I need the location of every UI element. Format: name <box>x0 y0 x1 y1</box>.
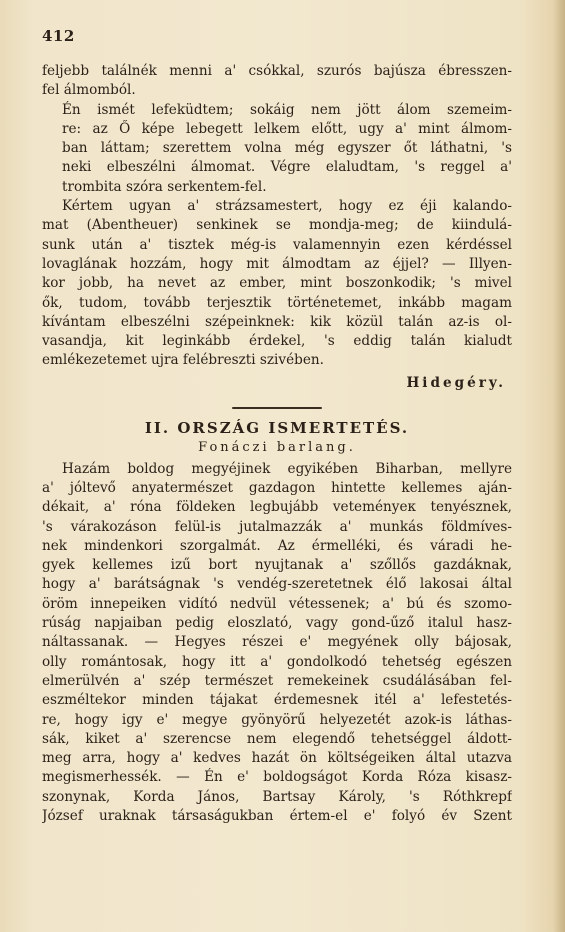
text-line: a' jóltevő anyatermészet gazdagon hintette kellemes aján- <box>42 479 512 496</box>
text-line: dékait, a' róna földeken legbujább veteményeк tenyésznek, <box>42 499 512 516</box>
text-line: eszméltekor minden tájakat érdemesnek itél a' lefestetés- <box>42 692 512 709</box>
text-line: gyek kellemes izű bort nyujtanak a' szőllős gazdáknak, <box>42 557 512 574</box>
text-line: ők, tudom, tovább terjesztik történetemet, inkább magam <box>42 294 512 311</box>
text-line: emlékezetemet ujra felébreszti szivében. <box>42 352 324 369</box>
text-line: József uraknak társaságukban értem-el e' folyó év Szent <box>42 807 512 824</box>
section-title: II. ORSZÁG ISMERTETÉS. <box>144 419 410 438</box>
text-line: trombita szóra serkentem-fel. <box>62 178 267 195</box>
text-line: fel álmomból. <box>42 82 136 99</box>
text-line: náltassanak. — Hegyes részei e' megyének olly bájosak, <box>42 634 512 651</box>
text-line: re: az Ő képe lebegett lelkem előtt, ugy a' mint álmom- <box>62 120 512 137</box>
text-line: ban láttam; szerettem volna még egyszer őt láthatni, 's <box>62 140 512 157</box>
text-line: Kértem ugyan a' strázsamestert, hogy ez éji kalando- <box>62 198 512 215</box>
paragraph-4 <box>42 460 512 827</box>
text-line: Én ismét lefeküdtem; sokáig nem jött álom szemeim- <box>62 101 512 118</box>
paragraph-1 <box>42 62 512 101</box>
text-line: elmerülvén a' szép természet remekeinek csudálásában fel- <box>42 672 512 689</box>
paragraph-2 <box>42 101 512 197</box>
text-line: 's várakozáson felül-is jutalmazzák a' munkás földmíves- <box>42 518 512 535</box>
text-line: meg arra, hogy a' kedves hazát ön költségeiken által utazva <box>42 750 512 767</box>
page-header <box>42 26 512 44</box>
text-line: megismerhessék. — Én e' boldogságot Korda Róza kisasz- <box>42 769 512 786</box>
text-line: öröm innepeiken vidító nedvül vétessenek; a' bú és szomo- <box>42 595 512 612</box>
text-line: re, hogy igy e' megye gyönyörű helyezetét azok-is láthas- <box>42 711 512 728</box>
text-line: kor jobb, ha nevet az ember, mint boszonkodik; 's mivel <box>42 275 512 292</box>
text-line: feljebb találnék menni a' csókkal, szurós bajúsza ébresszen- <box>42 63 512 79</box>
text-line: szonynak, Korda János, Bartsay Károly, 's Róthkrepf <box>42 788 512 805</box>
text-line: nek mindenkori szorgalmát. Az érmelléki, és váradi he- <box>42 537 512 554</box>
text-line: kívántam elbeszélni szépeinknek: kik közül talán az-is ol- <box>42 313 512 330</box>
page-body <box>42 62 512 826</box>
section-subtitle: Fonáczi barlang. <box>198 440 356 456</box>
text-line: neki elbeszélni álmomat. Végre elaludtam, 's reggel a' <box>62 159 512 176</box>
page-edge-shadow <box>553 0 565 932</box>
section-divider <box>232 407 322 409</box>
text-line: mat (Abentheuer) senkinek se mondja-meg; de kiindulá- <box>42 217 512 234</box>
text-line: vasandja, kit leginkább érdekel, 's eddig talán kialudt <box>42 333 512 350</box>
page-number: 412 <box>42 27 75 45</box>
text-line: lovaglának hozzám, hogy mit álmodtam az éjjel? — Illyen- <box>42 255 512 272</box>
author-signature: Hidegéry. <box>406 374 506 391</box>
text-line: olly romántosak, hogy itt a' gondolkodó tehetség egészen <box>42 653 512 670</box>
paragraph-3 <box>42 197 512 371</box>
text-line: hogy a' barátságnak 's vendég-szeretetnek élő lakosai által <box>42 576 512 593</box>
text-line: sák, kiket a' szerencse nem elegendő tehetséggel áldott- <box>42 730 512 747</box>
text-line: sunk után a' tisztek még-is valamennyin ezen kérdéssel <box>42 236 512 253</box>
text-line: Hazám boldog megyéjinek egyikében Biharban, mellyre <box>62 460 512 477</box>
text-line: rúság napjaiban pedig eloszlató, vagy gond-űző italul hasz- <box>42 615 512 632</box>
